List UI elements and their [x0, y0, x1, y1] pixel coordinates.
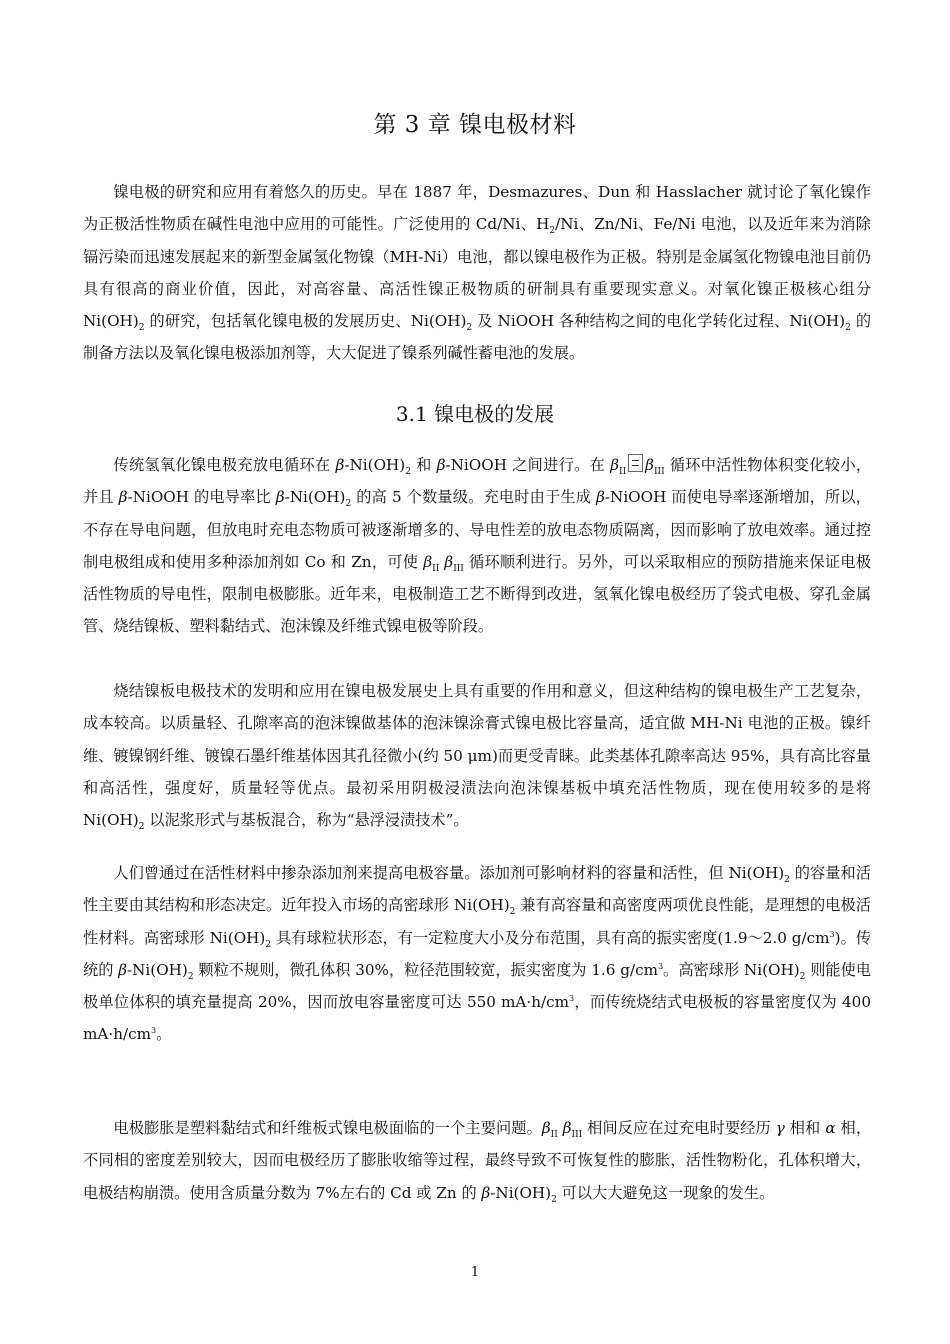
greek-beta: β — [436, 456, 446, 474]
text-run: 以泥浆形式与基板混合，称为“悬浮浸渍技术”。 — [144, 811, 469, 830]
roman-subscript: III — [571, 1130, 583, 1140]
text-run: )。传统的 — [83, 928, 871, 979]
text-run: 的高 5 个数量级。充电时由于生成 — [351, 488, 597, 507]
subscript: 2 — [138, 323, 145, 334]
greek-beta: β — [481, 1183, 491, 1202]
greek-beta: β — [596, 488, 605, 507]
superscript: 3 — [151, 1026, 157, 1036]
text-run: 传统氢氧化镍电极充放电循环在 — [113, 456, 336, 474]
text-run: 。高密球形 Ni(OH) — [663, 960, 800, 979]
page-number: 1 — [470, 1265, 480, 1280]
greek-gamma: γ — [775, 1119, 785, 1137]
superscript: 3 — [829, 929, 835, 939]
roman-subscript: III — [453, 563, 464, 574]
roman-subscript: II — [619, 467, 627, 477]
subscript: 2 — [549, 226, 556, 237]
superscript: 3 — [569, 994, 575, 1004]
text-run: -Ni(OH) — [284, 488, 346, 507]
text-run: 的制备方法以及氧化镍电极添加剂等，大大促进了镍系列碱性蓄电池的发展。 — [83, 312, 872, 363]
text-run: -Ni(OH) — [344, 456, 406, 474]
subscript: 2 — [345, 499, 352, 510]
text-run: 烧结镍板电极技术的发明和应用在镍电极发展史上具有重要的作用和意义，但这种结构的镍电极生产工艺复杂，成本较高。以质量轻、孔隙率高的泡沫镍做基体的泡沫镍涂膏式镍电极比容量高，适宜做 MH-Ni 电池的正极。镍纤维、镀镍钢纤维、镀镍石墨纤维基体因其孔径微小(约 50 μm)而更受青睐。此类基体孔隙率高达 95%，具有高比容量和高活性，强度好，质量轻等优点。最初采用阴极浸渍法向泡沫镍基板中填充活性物质，现在使用较多的是将 Ni(OH) — [83, 682, 871, 830]
text-run: 。 — [156, 1025, 172, 1044]
greek-beta: β — [275, 488, 285, 507]
greek-beta: β — [118, 488, 128, 507]
text-run: -NiOOH 之间进行。在 — [445, 456, 611, 474]
greek-alpha: α — [825, 1119, 836, 1137]
subscript: 2 — [187, 971, 194, 982]
text-run: -Ni(OH) — [127, 960, 188, 979]
greek-beta: β — [610, 456, 620, 474]
greek-beta: β — [541, 1119, 551, 1137]
equilibrium-arrow-icon — [628, 454, 643, 472]
text-run: 相和 — [784, 1119, 826, 1137]
greek-beta: β — [423, 552, 433, 571]
roman-subscript: II — [432, 563, 440, 574]
text-run: 相间反应在过充电时要经历 — [582, 1119, 776, 1137]
text-run: /Ni、Zn/Ni、Fe/Ni 电池，以及近年来为消除镉污染而迅速发展起来的新型金属氢化物镍（MH-Ni）电池，都以镍电极作为正极。特别是金属氢化物镍电池目前仍具有很高的商业价值，因此，对高容量、高活性镍正极物质的研制具有重要现实意义。对氧化镍正极核心组分 Ni(OH) — [83, 215, 871, 331]
subscript: 2 — [509, 907, 516, 918]
subscript: 2 — [265, 939, 272, 950]
text-run: 的研究，包括氧化镍电极的发展历史、Ni(OH) — [144, 312, 467, 331]
text-run: 可以大大避免这一现象的发生。 — [556, 1183, 775, 1202]
greek-beta: β — [562, 1119, 572, 1137]
text-run: 的容量和活性主要由其结构和形态决定。近年投入市场的高密球形 Ni(OH) — [83, 864, 871, 915]
greek-beta: β — [335, 456, 345, 474]
text-run: 电极膨胀是塑料黏结式和纤维板式镍电极面临的一个主要问题。 — [113, 1119, 542, 1137]
roman-subscript: II — [550, 1130, 558, 1140]
text-run: 循环顺利进行。另外，可以采取相应的预防措施来保证电极活性物质的导电性，限制电极膨胀。近年来，电极制造工艺不断得到改进，氢氧化镍电极经历了袋式电极、穿孔金属管、烧结镍板、塑料黏结式、泡沫镍及纤维式镍电极等阶段。 — [83, 552, 872, 636]
paragraph-expansion — [83, 1112, 871, 1209]
paragraph-intro — [83, 176, 871, 370]
section-title: 3.1 镍电极的发展 — [395, 402, 555, 426]
subscript: 2 — [138, 822, 145, 833]
text-run: 则能使电极单位体积的填充量提高 20%，因而放电容量密度可达 550 mA·h/cm — [83, 960, 872, 1012]
subscript: 2 — [845, 323, 851, 334]
text-run: -Ni(OH) — [490, 1183, 552, 1202]
text-run: 相，不同相的密度差别较大，因而电极经历了膨胀收缩等过程，最终导致不可恢复性的膨胀，活性物粉化，孔体积增大，电极结构崩溃。使用含质量分数为 7%左右的 Cd 或 Zn 的 — [83, 1119, 872, 1202]
text-run: -NiOOH 的电导率比 — [127, 488, 276, 507]
roman-subscript: III — [653, 467, 665, 477]
text-run: 兼有高容量和高密度两项优良性能，是理想的电极活性材料。高密球形 Ni(OH) — [83, 896, 871, 947]
superscript: 3 — [658, 961, 664, 971]
text-run: ，而传统烧结式电极板的容量密度仅为 400 mA·h/cm — [83, 993, 871, 1044]
text-run: 颗粒不规则，微孔体积 30%，粒径范围较宽，振实密度为 1.6 g/cm — [193, 960, 659, 979]
text-run: 循环中活性物体积变化较小，并且 — [83, 456, 872, 507]
paragraph-sintered — [83, 675, 871, 836]
paragraph-spherical — [83, 857, 871, 1051]
subscript: 2 — [799, 971, 806, 982]
text-run: 人们曾通过在活性材料中掺杂添加剂来提高电极容量。添加剂可影响材料的容量和活性，但 Ni(OH) — [113, 864, 785, 882]
chapter-title: 第 3 章 镍电极材料 — [373, 112, 577, 138]
text-run: 及 NiOOH 各种结构之间的电化学转化过程、Ni(OH) — [472, 312, 846, 331]
subscript: 2 — [784, 875, 790, 885]
paragraph-cycle — [83, 449, 871, 643]
text-run: 具有球粒状形态，有一定粒度大小及分布范围，具有高的振实密度(1.9～2.0 g/cm — [271, 928, 830, 947]
text-run: -NiOOH 而使电导率逐渐增加，所以，不存在导电问题，但放电时充电态物质可被逐渐增多的、导电性差的放电态物质隔离，因而影响了放电效率。通过控制电极组成和使用多种添加剂如 Co 和 Zn，可使 — [83, 488, 871, 571]
greek-beta: β — [118, 960, 128, 979]
text-run: 和 — [410, 456, 437, 474]
greek-beta: β — [444, 552, 454, 571]
subscript: 2 — [466, 323, 473, 334]
subscript: 2 — [405, 467, 411, 477]
text-run: 镍电极的研究和应用有着悠久的历史。早在 1887 年，Desmazures、Dun 和 Hasslacher 就讨论了氧化镍作为正极活性物质在碱性电池中应用的可能性。广泛使用的 Cd/Ni、H — [83, 183, 871, 234]
greek-beta: β — [645, 456, 654, 474]
subscript: 2 — [551, 1194, 557, 1205]
